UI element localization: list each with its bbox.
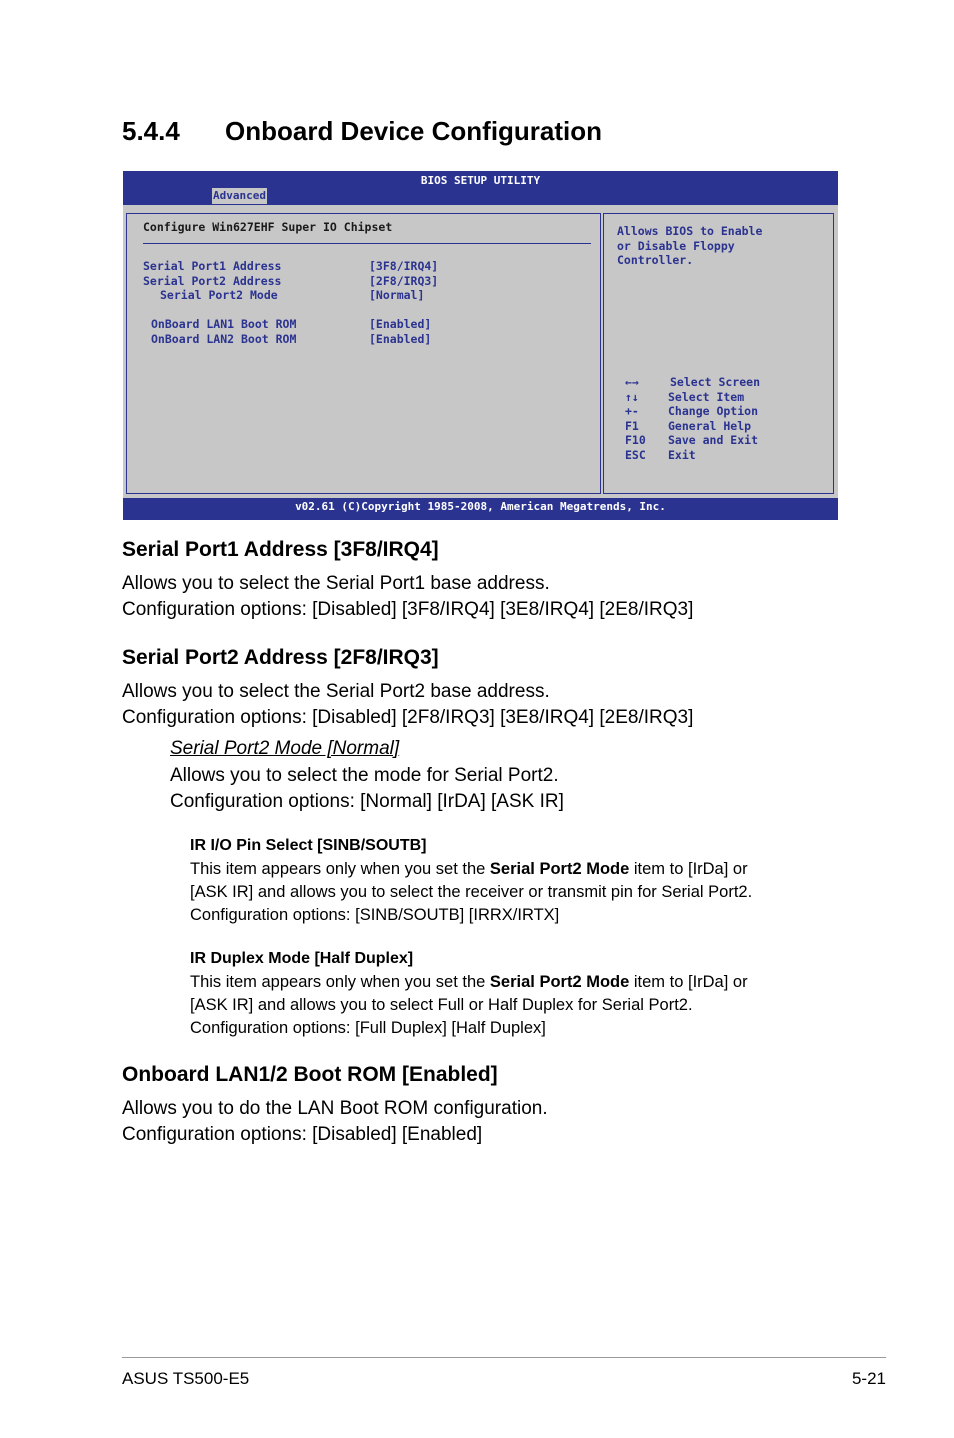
setting-serial-port1-value[interactable]: [3F8/IRQ4] xyxy=(369,259,439,273)
section-number: 5.4.4 xyxy=(122,116,180,146)
panel-heading: Configure Win627EHF Super IO Chipset xyxy=(143,220,393,234)
help-line: or Disable Floppy xyxy=(617,239,735,253)
text-line: [ASK IR] and allows you to select Full or Half Duplex for Serial Port2. xyxy=(190,996,693,1014)
bios-settings-panel xyxy=(126,213,601,494)
footer-divider xyxy=(122,1357,886,1358)
setting-lan1-value[interactable]: [Enabled] xyxy=(369,317,432,331)
setting-serial-port2-label[interactable]: Serial Port2 Address xyxy=(143,274,282,288)
key-arrows-lr: ←→ xyxy=(625,375,639,389)
section-heading: Onboard Device Configuration xyxy=(225,116,603,146)
text-line: Configuration options: [Disabled] [Enabled] xyxy=(122,1124,483,1145)
key-action: General Help xyxy=(668,419,752,433)
setting-serial-port1-label[interactable]: Serial Port1 Address xyxy=(143,259,282,273)
serial-port1-heading: Serial Port1 Address [3F8/IRQ4] xyxy=(122,538,439,561)
ir-pin-select-description xyxy=(190,858,752,927)
footer-product-name: ASUS TS500-E5 xyxy=(122,1369,250,1388)
key-action: Select Screen xyxy=(670,375,761,389)
text-line: Configuration options: [Normal] [IrDA] [ASK IR] xyxy=(170,791,564,812)
ir-pin-select-heading: IR I/O Pin Select [SINB/SOUTB] xyxy=(190,837,427,854)
text-line: Configuration options: [Disabled] [3F8/IRQ4] [3E8/IRQ4] [2E8/IRQ3] xyxy=(122,599,694,620)
bios-title: BIOS SETUP UTILITY xyxy=(420,174,541,187)
text-line: Configuration options: [Full Duplex] [Half Duplex] xyxy=(190,1019,546,1037)
setting-serial-port2-mode-value[interactable]: [Normal] xyxy=(369,288,425,302)
text-line: Allows you to select the Serial Port1 base address. xyxy=(122,573,550,594)
key-action: Exit xyxy=(668,448,696,462)
serial-port2-heading: Serial Port2 Address [2F8/IRQ3] xyxy=(122,646,439,669)
lan-boot-rom-heading: Onboard LAN1/2 Boot ROM [Enabled] xyxy=(122,1063,498,1086)
text-line: Configuration options: [SINB/SOUTB] [IRRX/IRTX] xyxy=(190,906,560,924)
key-f1: F1 xyxy=(625,419,639,433)
setting-serial-port2-value[interactable]: [2F8/IRQ3] xyxy=(369,274,439,288)
help-line: Allows BIOS to Enable xyxy=(617,224,763,238)
serial-port1-description xyxy=(122,571,693,623)
setting-serial-port2-mode-label[interactable]: Serial Port2 Mode xyxy=(160,288,278,302)
help-line: Controller. xyxy=(617,253,694,267)
serial-port2-mode-description xyxy=(170,763,564,815)
text-line: Allows you to select the Serial Port2 base address. xyxy=(122,681,550,702)
text-line: Allows you to select the mode for Serial Port2. xyxy=(170,765,559,786)
key-plus-minus: +- xyxy=(625,404,639,418)
section-title xyxy=(122,116,602,147)
key-action: Change Option xyxy=(668,404,759,418)
tab-advanced[interactable]: Advanced xyxy=(213,189,266,202)
key-f10: F10 xyxy=(625,433,646,447)
setting-lan2-label[interactable]: OnBoard LAN2 Boot ROM xyxy=(151,332,297,346)
bios-screenshot xyxy=(123,171,838,520)
key-action: Select Item xyxy=(668,390,745,404)
ir-duplex-heading: IR Duplex Mode [Half Duplex] xyxy=(190,950,414,967)
bios-body xyxy=(123,205,838,498)
panel-divider xyxy=(143,243,591,244)
serial-port2-mode-heading: Serial Port2 Mode [Normal] xyxy=(170,738,400,759)
key-arrows-ud: ↑↓ xyxy=(625,390,639,404)
key-esc: ESC xyxy=(625,448,646,462)
footer-page-number: 5-21 xyxy=(851,1369,886,1388)
text-line: This item appears only when you set the Serial Port2 Mode item to [IrDa] or xyxy=(190,973,748,991)
bios-help-panel xyxy=(603,213,834,494)
text-line: [ASK IR] and allows you to select the receiver or transmit pin for Serial Port2. xyxy=(190,883,753,901)
setting-lan2-value[interactable]: [Enabled] xyxy=(369,332,432,346)
serial-port2-description xyxy=(122,679,693,731)
text-line: Allows you to do the LAN Boot ROM configuration. xyxy=(122,1098,548,1119)
text-line: This item appears only when you set the Serial Port2 Mode item to [IrDa] or xyxy=(190,860,748,878)
ir-duplex-description xyxy=(190,971,748,1040)
text-line: Configuration options: [Disabled] [2F8/IRQ3] [3E8/IRQ4] [2E8/IRQ3] xyxy=(122,707,694,728)
setting-lan1-label[interactable]: OnBoard LAN1 Boot ROM xyxy=(151,317,297,331)
bios-copyright: v02.61 (C)Copyright 1985-2008, American Megatrends, Inc. xyxy=(295,500,666,513)
lan-boot-rom-description xyxy=(122,1096,548,1148)
key-action: Save and Exit xyxy=(668,433,759,447)
